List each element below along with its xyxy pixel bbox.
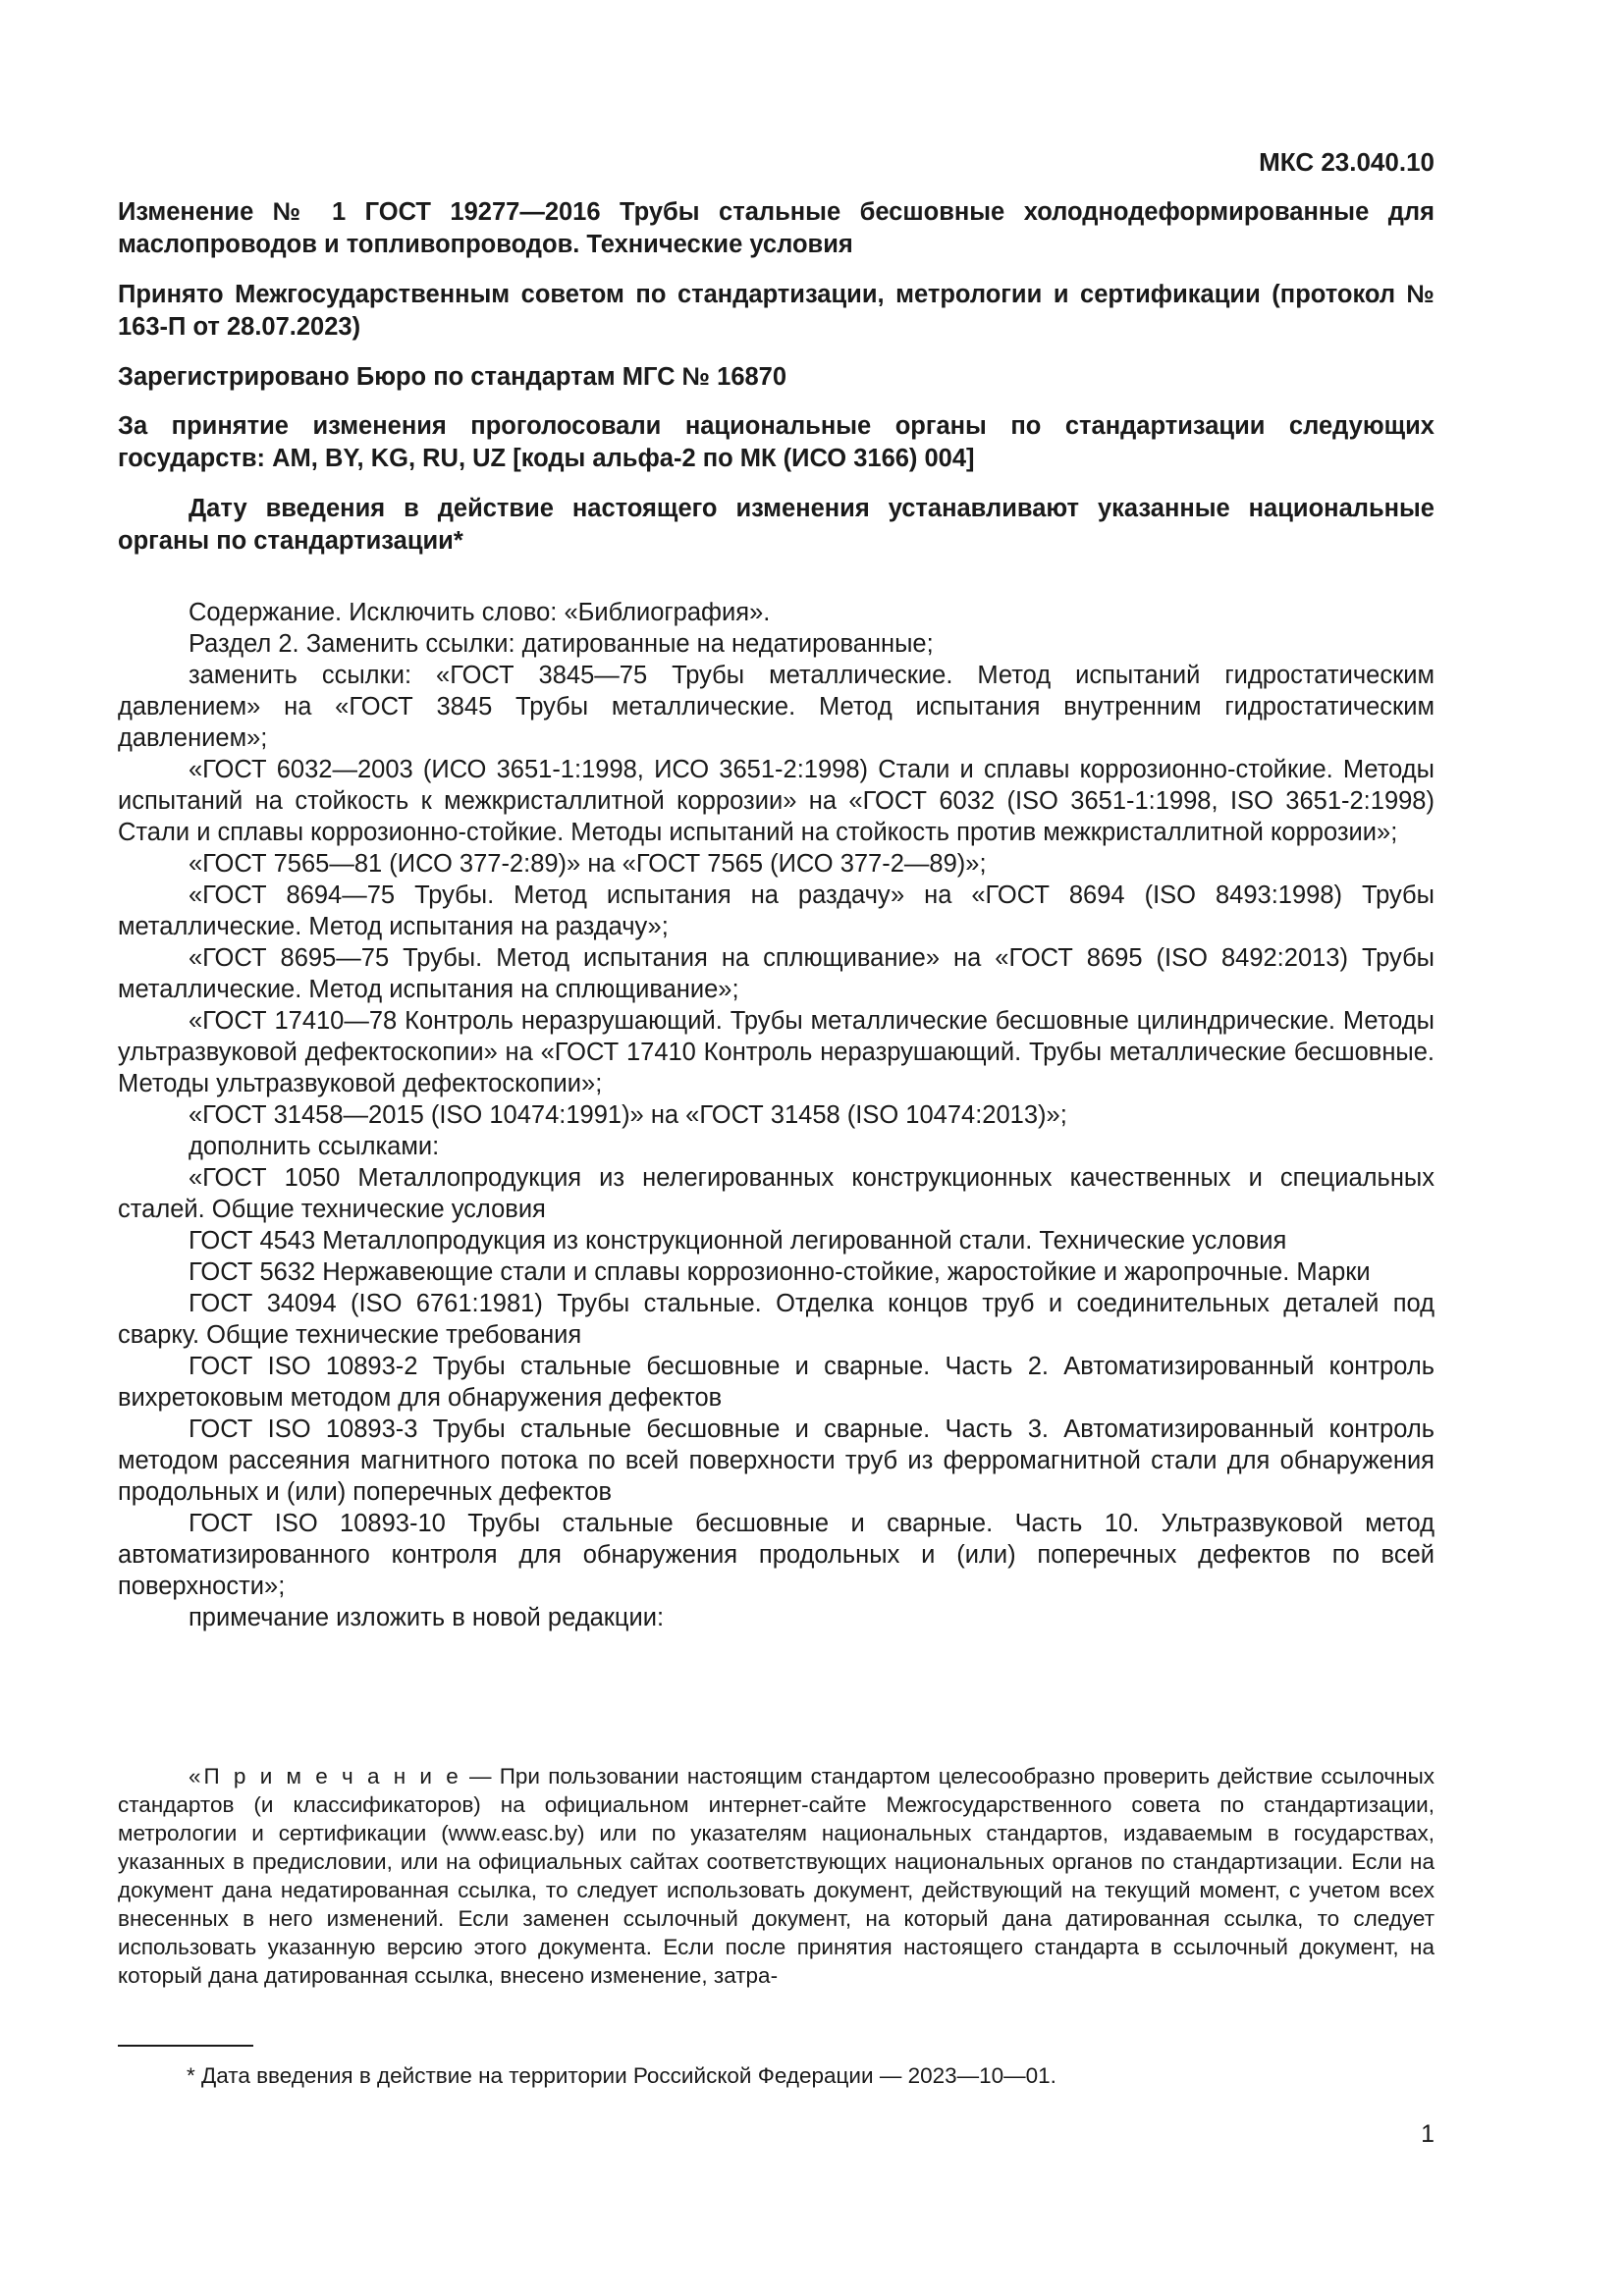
body-paragraph: ГОСТ 5632 Нержавеющие стали и сплавы коррозионно-стойкие, жаростойкие и жаропрочные. Марки bbox=[189, 1258, 1371, 1286]
footnote: * Дата введения в действие на территории Российской Федерации — 2023—10—01. bbox=[187, 2063, 1056, 2088]
body-paragraph: Раздел 2. Заменить ссылки: датированные на недатированные; bbox=[189, 630, 934, 658]
body-paragraph: заменить ссылки: «ГОСТ 3845—75 Трубы металлические. Метод испытаний гидростатическим давлением» на «ГОСТ 3845 Трубы металлические. Метод испытания внутренним гидростатическим давлением»; bbox=[118, 662, 1435, 752]
body-paragraph: ГОСТ ISO 10893-3 Трубы стальные бесшовные и сварные. Часть 3. Автоматизированный контроль методом рассеяния магнитного потока по всей поверхности труб из ферромагнитной стали для обнаружения продольных и (или) поперечных дефектов bbox=[118, 1415, 1435, 1506]
body-paragraph: «ГОСТ 6032—2003 (ИСО 3651-1:1998, ИСО 3651-2:1998) Стали и сплавы коррозионно-стойкие. Методы испытаний на стойкость к межкристаллитной коррозии» на «ГОСТ 6032 (ISO 3651-1:1998, ISO 3651-2:1998) Стали и сплавы коррозионно-стойкие. Методы испытаний на стойкость против межкристаллитной коррозии»; bbox=[118, 756, 1435, 846]
note-paragraph bbox=[118, 1762, 1435, 1990]
body-paragraph: дополнить ссылками: bbox=[189, 1133, 440, 1160]
body-paragraph: «ГОСТ 7565—81 (ИСО 377-2:89)» на «ГОСТ 7565 (ИСО 377-2—89)»; bbox=[189, 850, 987, 878]
amendment-body bbox=[118, 597, 1435, 1633]
note-text: — При пользовании настоящим стандартом целесообразно проверить действие ссылочных стандартов (и классификаторов) на официальном интернет-сайте Межгосударственного совета по стандартизации, метрологии и сертификации (www.easc.by) или по указателям национальных стандартов, издаваемым в государствах, указанных в предисловии, или на официальных сайтах соответствующих национальных органов по стандартизации. Если на документ дана недатированная ссылка, то следует использовать документ, действующий на текущий момент, с учетом всех внесенных в него изменений. Если заменен ссылочный документ, на который дана датированная ссылка, то следует использовать указанную версию этого документа. Если после принятия настоящего стандарта в ссылочный документ, на который дана датированная ссылка, внесено изменение, затра- bbox=[118, 1764, 1435, 1988]
body-paragraph: «ГОСТ 1050 Металлопродукция из нелегированных конструкционных качественных и специальных сталей. Общие технические условия bbox=[118, 1164, 1435, 1223]
amendment-title: Изменение № 1 ГОСТ 19277—2016 Трубы стальные бесшовные холоднодеформированные для маслопроводов и топливопроводов. Технические условия bbox=[118, 198, 1435, 258]
note-block bbox=[118, 1762, 1435, 1990]
page-number: 1 bbox=[1421, 2120, 1435, 2148]
mks-code: МКС 23.040.10 bbox=[1259, 147, 1435, 177]
body-paragraph: Содержание. Исключить слово: «Библиография». bbox=[189, 599, 771, 626]
body-paragraph: примечание изложить в новой редакции: bbox=[189, 1604, 665, 1631]
body-paragraph: «ГОСТ 31458—2015 (ISO 10474:1991)» на «ГОСТ 31458 (ISO 10474:2013)»; bbox=[189, 1101, 1067, 1129]
body-paragraph: «ГОСТ 8695—75 Трубы. Метод испытания на сплющивание» на «ГОСТ 8695 (ISO 8492:2013) Трубы металлические. Метод испытания на сплющивание»; bbox=[118, 944, 1435, 1003]
note-label: «П р и м е ч а н и е bbox=[189, 1764, 461, 1789]
voted-statement: За принятие изменения проголосовали национальные органы по стандартизации следующих государств: AM, BY, KG, RU, UZ [коды альфа-2 по МК (ИСО 3166) 004] bbox=[118, 412, 1435, 472]
body-paragraph: ГОСТ ISO 10893-2 Трубы стальные бесшовные и сварные. Часть 2. Автоматизированный контроль вихретоковым методом для обнаружения дефектов bbox=[118, 1353, 1435, 1412]
body-paragraph: ГОСТ ISO 10893-10 Трубы стальные бесшовные и сварные. Часть 10. Ультразвуковой метод автоматизированного контроля для обнаружения продольных и (или) поперечных дефектов по всей поверхности»; bbox=[118, 1510, 1435, 1600]
adopted-statement: Принято Межгосударственным советом по стандартизации, метрологии и сертификации (протокол № 163-П от 28.07.2023) bbox=[118, 281, 1435, 341]
body-paragraph: «ГОСТ 17410—78 Контроль неразрушающий. Трубы металлические бесшовные цилиндрические. Методы ультразвуковой дефектоскопии» на «ГОСТ 17410 Контроль неразрушающий. Трубы металлические бесшовные. Методы ультразвуковой дефектоскопии»; bbox=[118, 1007, 1435, 1097]
body-paragraph: ГОСТ 4543 Металлопродукция из конструкционной легированной стали. Технические условия bbox=[189, 1227, 1287, 1255]
effective-date-statement: Дату введения в действие настоящего изменения устанавливают указанные национальные органы по стандартизации* bbox=[118, 495, 1435, 555]
registered-statement: Зарегистрировано Бюро по стандартам МГС № 16870 bbox=[118, 363, 787, 391]
body-paragraph: ГОСТ 34094 (ISO 6761:1981) Трубы стальные. Отделка концов труб и соединительных деталей под сварку. Общие технические требования bbox=[118, 1290, 1435, 1349]
body-paragraph: «ГОСТ 8694—75 Трубы. Метод испытания на раздачу» на «ГОСТ 8694 (ISO 8493:1998) Трубы металлические. Метод испытания на раздачу»; bbox=[118, 881, 1435, 940]
footnote-divider bbox=[118, 2045, 253, 2047]
